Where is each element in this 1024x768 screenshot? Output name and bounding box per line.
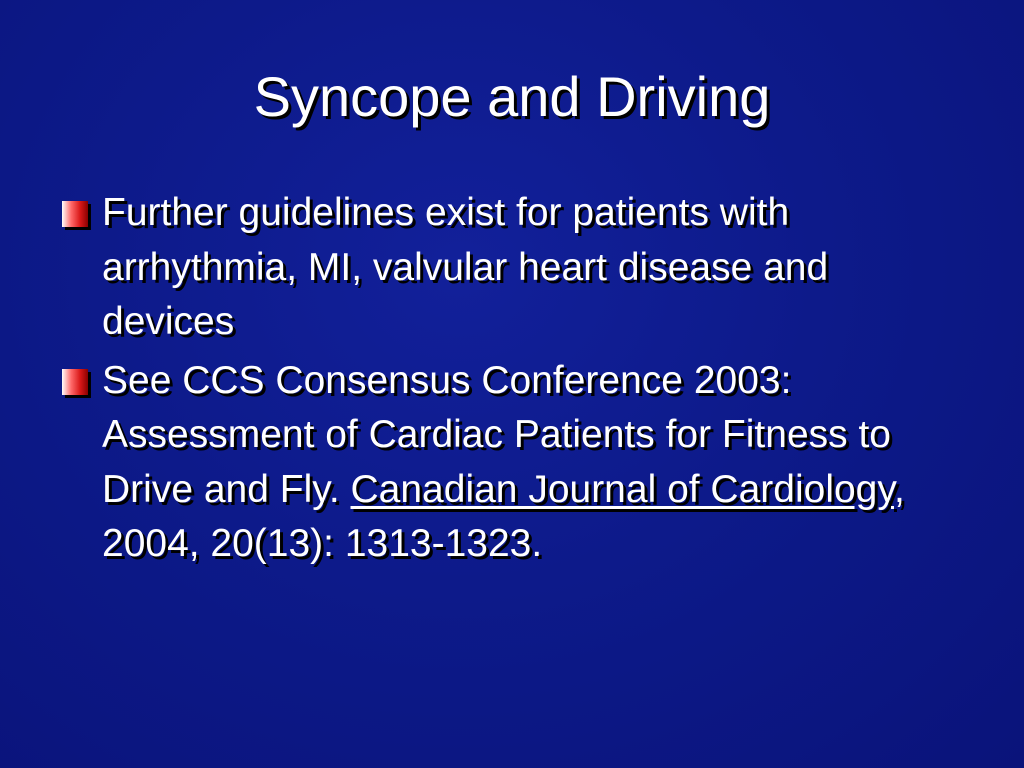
citation-details: , 2004, 20(13): 1313-1323. (102, 467, 905, 565)
slide-title: Syncope and Driving (253, 65, 771, 128)
journal-name: Canadian Journal of Cardiology (350, 467, 894, 511)
bullet-text: Further guidelines exist for patients with arrhythmia, MI, valvular heart disease and devices (102, 191, 829, 343)
square-bullet-icon (62, 369, 88, 395)
square-bullet-icon (62, 201, 88, 227)
bullet-text-intro: See CCS Consensus Conference 2003: Assessment of Cardiac Patients for Fitness to Drive and Fly. (102, 358, 891, 511)
bullet-item-guidelines (62, 186, 962, 350)
bullet-item-reference (62, 354, 962, 572)
bullet-list (62, 186, 962, 576)
